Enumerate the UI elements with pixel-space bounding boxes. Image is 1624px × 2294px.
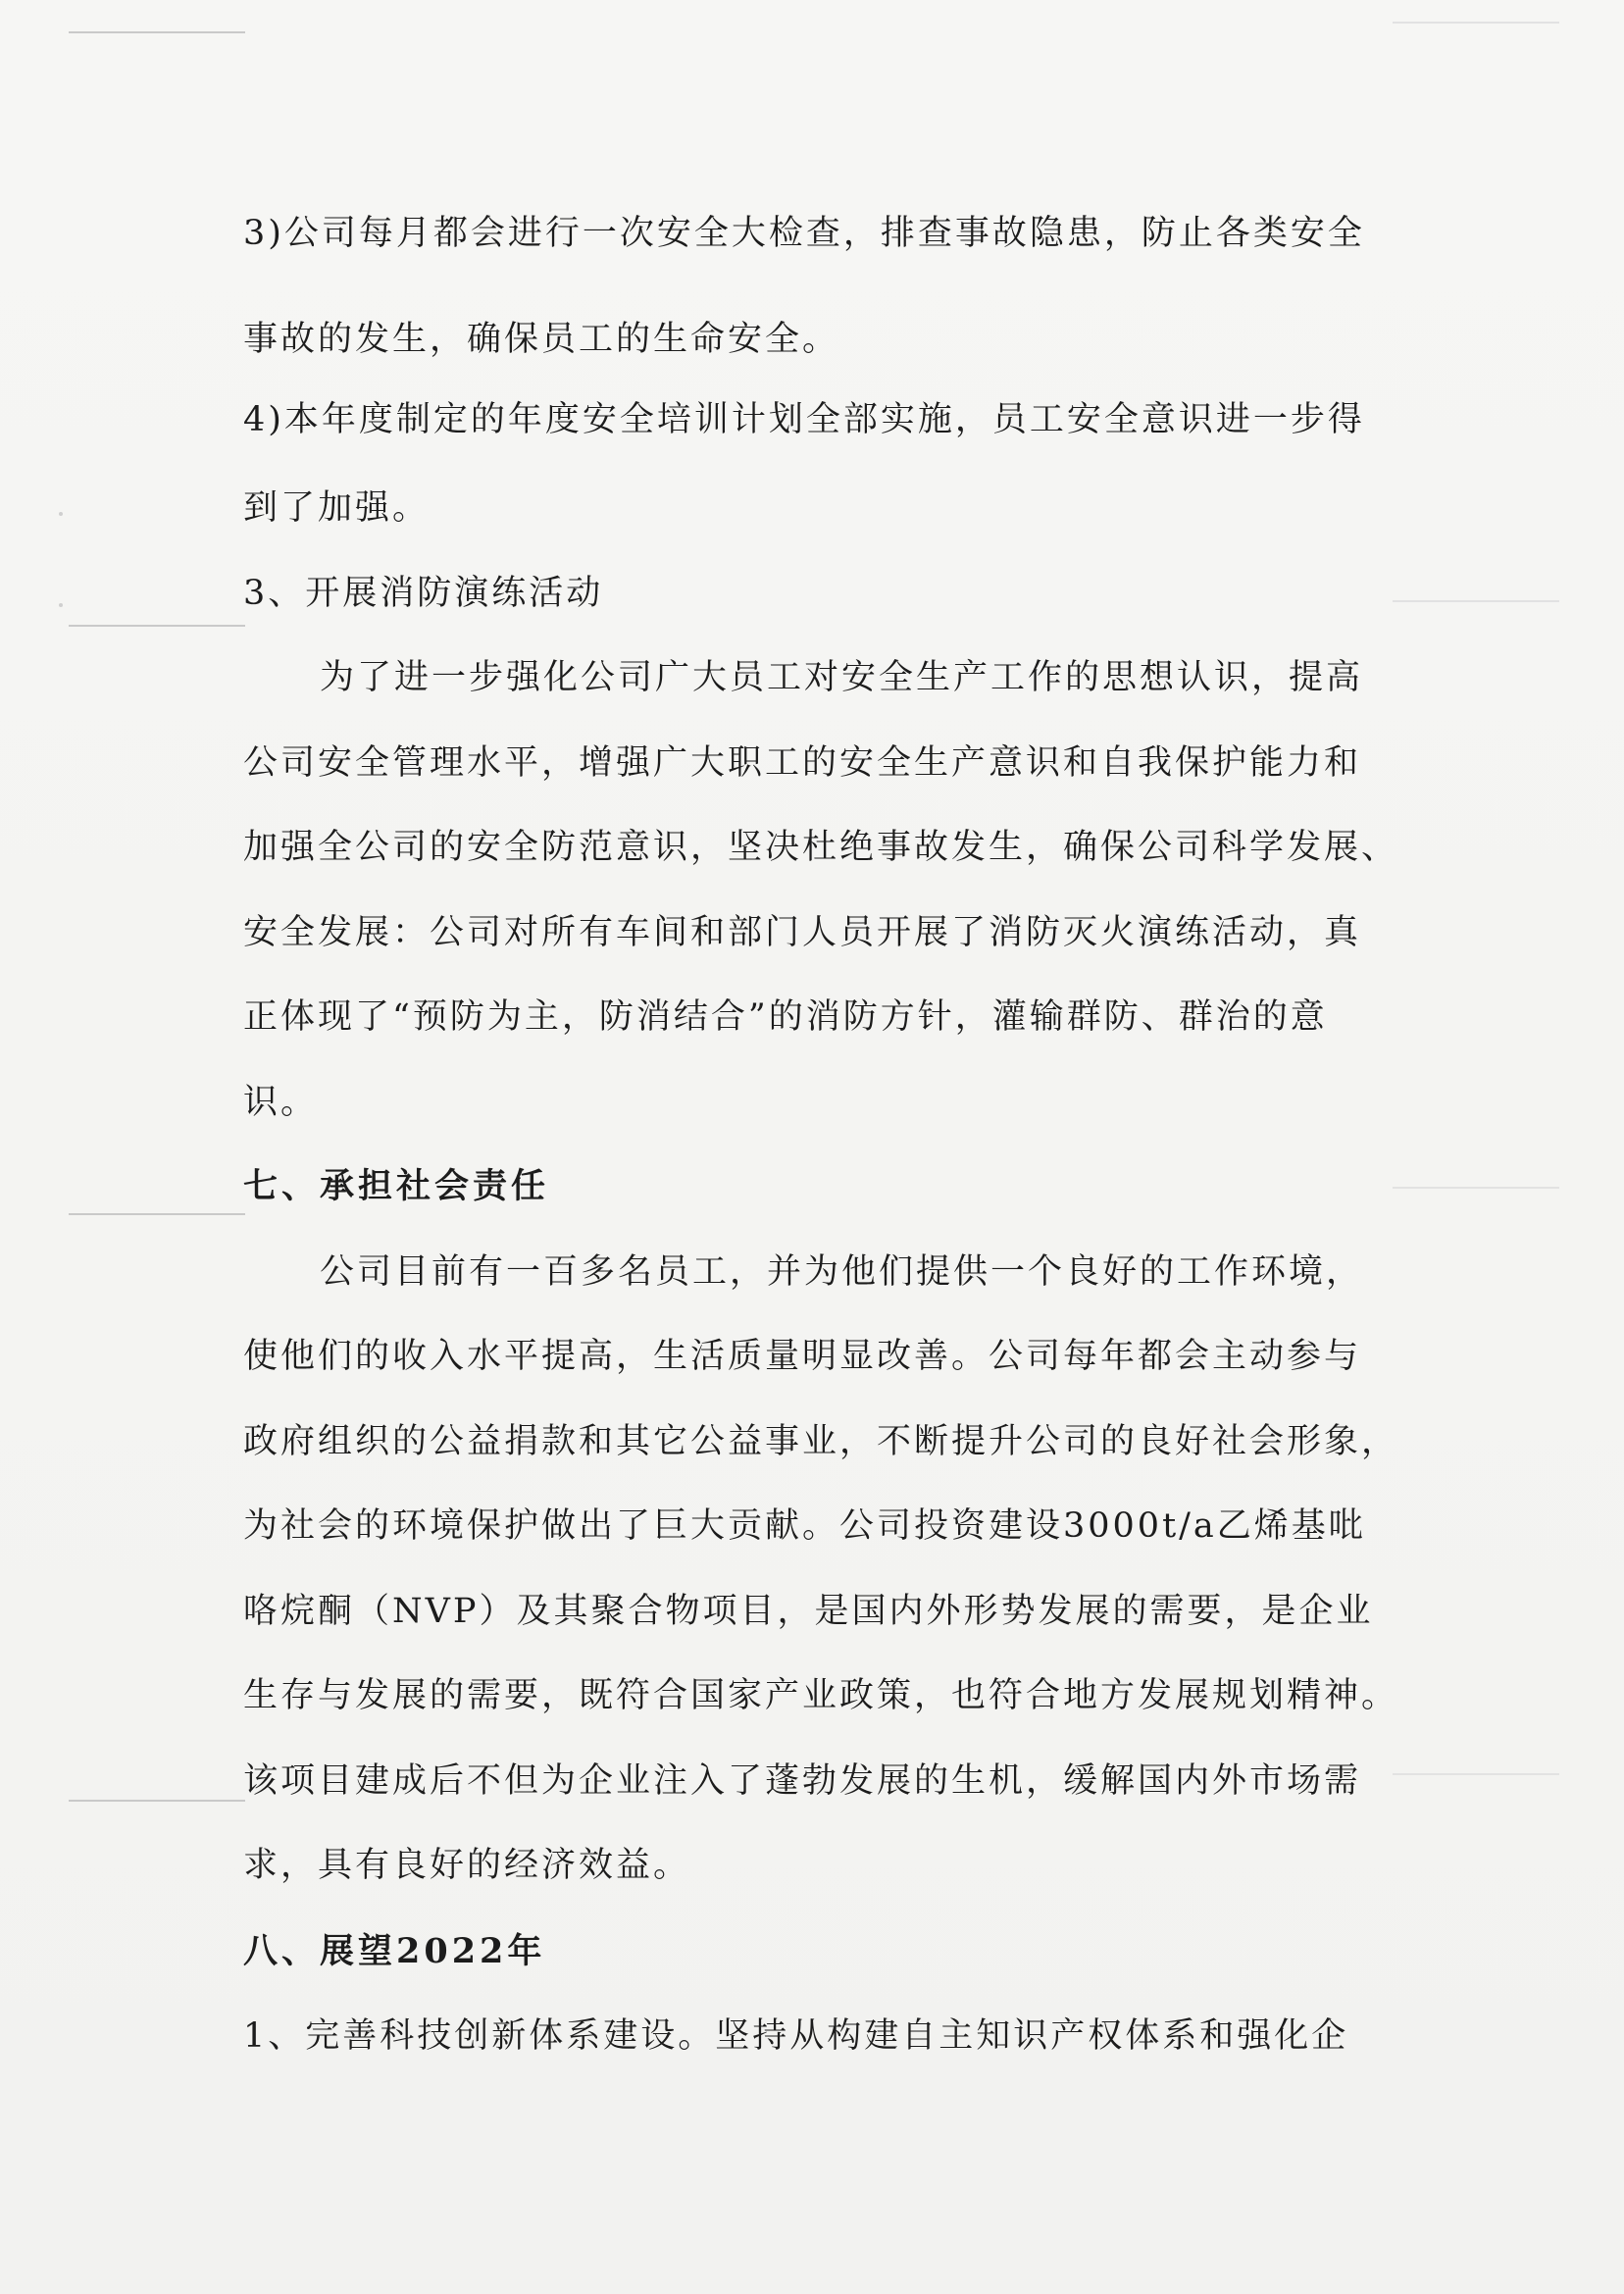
scan-artifact-line — [69, 1800, 245, 1802]
scan-artifact-line — [69, 31, 245, 33]
text-line: 加强全公司的安全防范意识，坚决杜绝事故发生，确保公司科学发展、 — [243, 828, 1399, 867]
text-line: 事故的发生，确保员工的生命安全。 — [243, 320, 840, 359]
text-line: 正体现了“预防为主，防消结合”的消防方针，灌输群防、群治的意 — [243, 997, 1328, 1037]
scan-artifact-line — [1393, 600, 1559, 602]
text-line: 安全发展：公司对所有车间和部门人员开展了消防灭火演练活动，真 — [243, 913, 1362, 952]
text-line: 该项目建成后不但为企业注入了蓬勃发展的生机，缓解国内外市场需 — [243, 1761, 1362, 1801]
text-line: 公司安全管理水平，增强广大职工的安全生产意识和自我保护能力和 — [243, 743, 1362, 783]
text-line: 为了进一步强化公司广大员工对安全生产工作的思想认识，提高 — [320, 658, 1364, 697]
scan-artifact-dot — [59, 512, 63, 516]
scan-artifact-line — [1393, 22, 1559, 24]
scan-artifact-line — [1393, 1773, 1559, 1775]
text-line: 求，具有良好的经济效益。 — [243, 1846, 691, 1885]
text-line: 为社会的环境保护做出了巨大贡献。公司投资建设3000t/a乙烯基吡 — [243, 1506, 1366, 1546]
section-heading: 七、承担社会责任 — [243, 1166, 550, 1206]
scan-artifact-dot — [59, 603, 63, 607]
text-line: 政府组织的公益捐款和其它公益事业，不断提升公司的良好社会形象， — [243, 1422, 1399, 1461]
scan-artifact-line — [1393, 1187, 1559, 1189]
text-line: 1、完善科技创新体系建设。坚持从构建自主知识产权体系和强化企 — [243, 2016, 1349, 2056]
text-line: 3)公司每月都会进行一次安全大检查，排查事故隐患，防止各类安全 — [243, 214, 1365, 253]
scan-artifact-line — [69, 1213, 245, 1215]
scan-artifact-line — [69, 625, 245, 627]
text-line: 公司目前有一百多名员工，并为他们提供一个良好的工作环境， — [320, 1252, 1364, 1292]
text-line: 咯烷酮（NVP）及其聚合物项目，是国内外形势发展的需要，是企业 — [243, 1592, 1374, 1631]
text-line: 识。 — [243, 1083, 319, 1122]
text-line: 4)本年度制定的年度安全培训计划全部实施，员工安全意识进一步得 — [243, 400, 1365, 439]
text-line: 使他们的收入水平提高，生活质量明显改善。公司每年都会主动参与 — [243, 1337, 1362, 1376]
text-line: 到了加强。 — [243, 488, 431, 528]
subheading: 3、开展消防演练活动 — [243, 574, 604, 613]
section-heading: 八、展望2022年 — [243, 1931, 546, 1971]
text-line: 生存与发展的需要，既符合国家产业政策，也符合地方发展规划精神。 — [243, 1676, 1399, 1715]
